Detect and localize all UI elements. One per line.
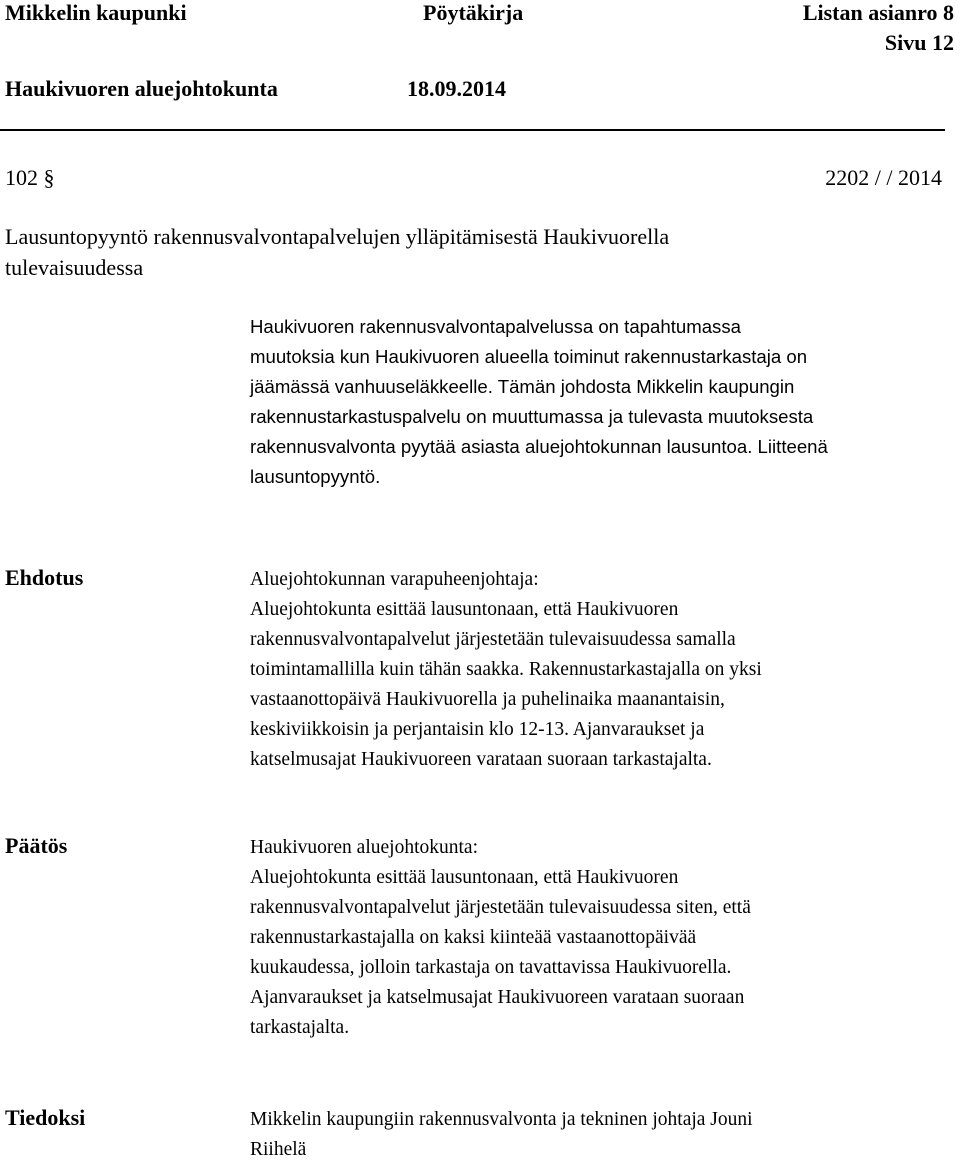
info-line: Mikkelin kaupungiin rakennusvalvonta ja tekninen johtaja Jouni (250, 1109, 753, 1130)
proposal-line: Aluejohtokunta esittää lausuntonaan, että Haukivuoren (250, 599, 679, 620)
decision-line: kuukaudessa, jolloin tarkastaja on tavattavissa Haukivuorella. (250, 957, 732, 978)
info-label: Tiedoksi (5, 1105, 86, 1130)
info-text (250, 1105, 950, 1165)
info-line: Riihelä (250, 1139, 307, 1160)
proposal-line: rakennusvalvontapalvelut järjestetään tulevaisuudessa samalla (250, 629, 736, 650)
org-name: Mikkelin kaupunki (5, 0, 187, 25)
proposal-line: katselmusajat Haukivuoreen varataan suoraan tarkastajalta. (250, 749, 712, 770)
decision-line: rakennusvalvontapalvelut järjestetään tulevaisuudessa siten, että (250, 897, 751, 918)
proposal-line: Aluejohtokunnan varapuheenjohtaja: (250, 569, 539, 590)
decision-line: tarkastajalta. (250, 1017, 350, 1038)
intro-line: muutoksia kun Haukivuoren alueella toiminut rakennustarkastaja on (250, 346, 808, 367)
decision-line: Ajanvaraukset ja katselmusajat Haukivuoreen varataan suoraan (250, 987, 745, 1008)
decision-label: Päätös (5, 833, 68, 858)
decision-line: rakennustarkastajalla on kaksi kiinteää vastaanottopäivää (250, 927, 697, 948)
list-item-number: Listan asianro 8 (802, 0, 954, 25)
document-type: Pöytäkirja (423, 0, 524, 25)
intro-line: jäämässä vanhuuseläkkeelle. Tämän johdosta Mikkelin kaupungin (250, 376, 795, 397)
proposal-label: Ehdotus (5, 565, 84, 590)
item-number: 102 (5, 165, 38, 190)
decision-line: Aluejohtokunta esittää lausuntonaan, että Haukivuoren (250, 867, 679, 888)
proposal-line: toimintamallilla kuin tähän saakka. Rakennustarkastajalla on yksi (250, 659, 762, 680)
item-title-line: tulevaisuudessa (5, 255, 144, 280)
proposal-line: keskiviikkoisin ja perjantaisin klo 12-13. Ajanvaraukset ja (250, 719, 705, 740)
intro-paragraph (250, 312, 950, 492)
item-title-line: Lausuntopyyntö rakennusvalvontapalvelujen ylläpitämisestä Haukivuorella (5, 224, 670, 249)
decision-line: Haukivuoren aluejohtokunta: (250, 837, 478, 858)
decision-text (250, 833, 950, 1043)
intro-line: rakennustarkastuspalvelu on muuttumassa ja tulevasta muutoksesta (250, 406, 814, 427)
intro-line: rakennusvalvonta pyytää asiasta aluejohtokunnan lausuntoa. Liitteenä (250, 436, 828, 457)
intro-line: lausuntopyyntö. (250, 466, 381, 487)
proposal-line: vastaanottopäivä Haukivuorella ja puhelinaika maanantaisin, (250, 689, 725, 710)
meeting-body: Haukivuoren aluejohtokunta (5, 76, 278, 101)
item-number-line (5, 165, 55, 191)
proposal-text (250, 565, 950, 775)
intro-line: Haukivuoren rakennusvalvontapalvelussa on tapahtumassa (250, 316, 741, 337)
header-divider (0, 129, 945, 131)
page-number: Sivu 12 (884, 30, 954, 55)
meeting-date: 18.09.2014 (407, 76, 506, 101)
case-id: 2202 / / 2014 (825, 165, 942, 190)
item-title (5, 221, 865, 283)
section-sign: § (43, 165, 55, 190)
